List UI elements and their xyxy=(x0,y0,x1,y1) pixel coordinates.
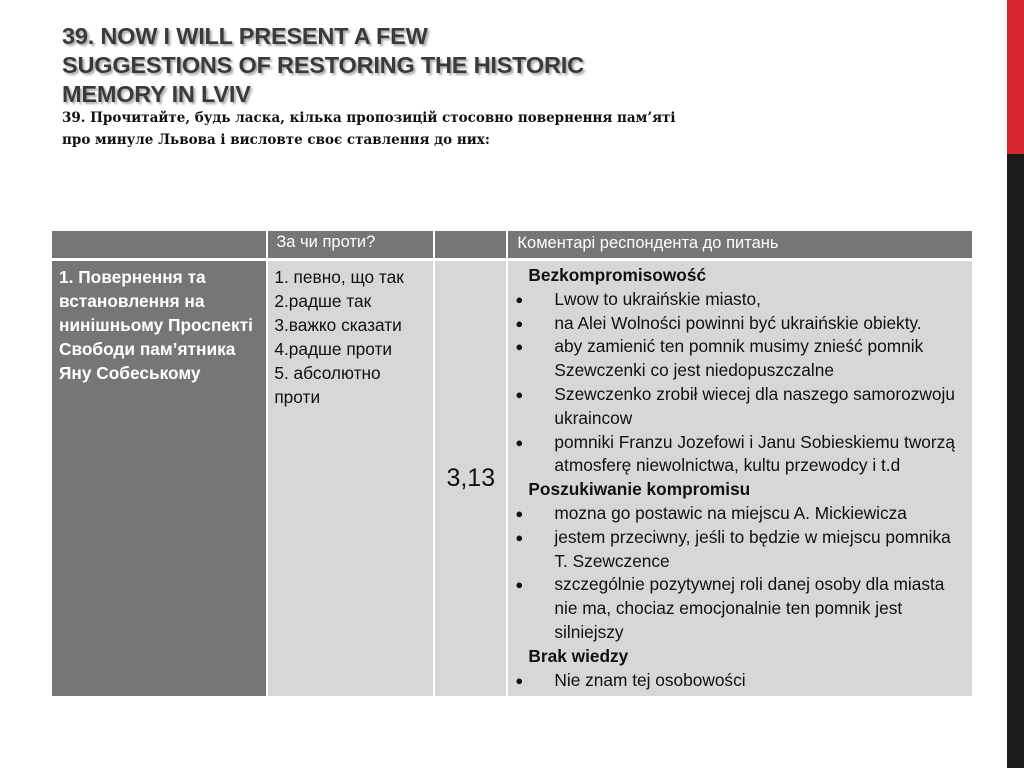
bullet-icon: ● xyxy=(515,529,524,545)
list-item xyxy=(512,526,968,574)
scale-cell xyxy=(268,261,435,696)
bullet-icon: ● xyxy=(515,315,524,331)
bullet-icon: ● xyxy=(515,505,524,521)
subtitle-line: 39. Прочитайте, будь ласка, кілька пропозицій стосовно повернення пам’яті xyxy=(62,110,676,126)
title-line: SUGGESTIONS OF RESTORING THE HISTORIC xyxy=(62,52,584,78)
subtitle-line: про минуле Львова і висловте своє ставлення до них: xyxy=(62,132,490,148)
bullet-icon: ● xyxy=(515,577,524,593)
scale-option: 5. абсолютно проти xyxy=(274,363,381,407)
survey-table xyxy=(52,231,972,696)
list-item xyxy=(512,383,968,431)
bullet-icon: ● xyxy=(515,386,524,402)
comment-group-title: Brak wiedzy xyxy=(528,645,629,666)
list-item xyxy=(512,431,968,479)
bullet-icon: ● xyxy=(515,291,524,307)
list-item xyxy=(512,312,968,336)
comment-text: szczególnie pozytywnej roli danej osoby dla miasta nie ma, chociaz emocjonalnie ten pomnik jest silniejszy xyxy=(554,574,945,642)
bullet-icon: ● xyxy=(515,434,524,450)
scale-option: 1. певно, що так xyxy=(274,267,404,287)
header-cell-score xyxy=(435,231,508,258)
list-item xyxy=(512,573,968,644)
list-item xyxy=(512,335,968,383)
comment-text: mozna go postawic na miejscu A. Mickiewicza xyxy=(554,502,907,523)
comment-text: Lwow to ukraińskie miasto, xyxy=(554,288,761,309)
comment-text: jestem przeciwny, jeśli to będzie w miejscu pomnika T. Szewczence xyxy=(554,526,951,571)
list-item xyxy=(512,502,968,526)
table-row xyxy=(52,261,972,696)
table-header-row xyxy=(52,231,972,258)
accent-dark-segment xyxy=(1007,154,1024,768)
header-cell-comments: Коментарі респондента до питань xyxy=(508,231,972,258)
proposal-cell: 1. Повернення та встановлення на нинішньому Проспекті Свободи пам’ятника Яну Собеському xyxy=(52,261,268,696)
comment-text: Szewczenko zrobił wiecej dla naszego samorozwoju ukraincow xyxy=(554,383,955,428)
accent-red-segment xyxy=(1007,0,1024,154)
comments-list xyxy=(512,264,968,692)
scale-option: 3.важко сказати xyxy=(274,315,402,335)
comment-text: na Alei Wolności powinni być ukraińskie obiekty. xyxy=(554,312,922,333)
comment-text: pomniki Franzu Jozefowi i Janu Sobieskiemu tworzą atmosferę niewolnictwa, kultu przewodcy i t.d xyxy=(554,431,955,476)
comments-cell xyxy=(508,261,972,696)
slide-subtitle xyxy=(62,107,762,151)
scale-option: 2.радше так xyxy=(274,291,372,311)
score-cell: 3,13 xyxy=(435,261,508,696)
title-line: MEMORY IN LVIV xyxy=(62,81,251,107)
comment-text: aby zamienić ten pomnik musimy znieść pomnik Szewczenki co jest niedopuszczalne xyxy=(554,336,924,381)
comment-group-title: Poszukiwanie kompromisu xyxy=(528,479,751,500)
bullet-icon: ● xyxy=(515,339,524,355)
comment-group-title: Bezkompromisowość xyxy=(528,265,707,285)
list-item xyxy=(512,669,968,693)
slide-title xyxy=(62,22,962,109)
slide-accent-bar xyxy=(1007,0,1024,768)
header-cell-for-against: За чи проти? xyxy=(268,231,435,258)
header-cell-proposal xyxy=(52,231,268,258)
title-line: 39. NOW I WILL PRESENT A FEW xyxy=(62,23,428,49)
bullet-icon: ● xyxy=(515,672,524,688)
scale-option: 4.радше проти xyxy=(274,339,393,359)
comment-text: Nie znam tej osobowości xyxy=(554,669,746,690)
list-item xyxy=(512,288,968,312)
